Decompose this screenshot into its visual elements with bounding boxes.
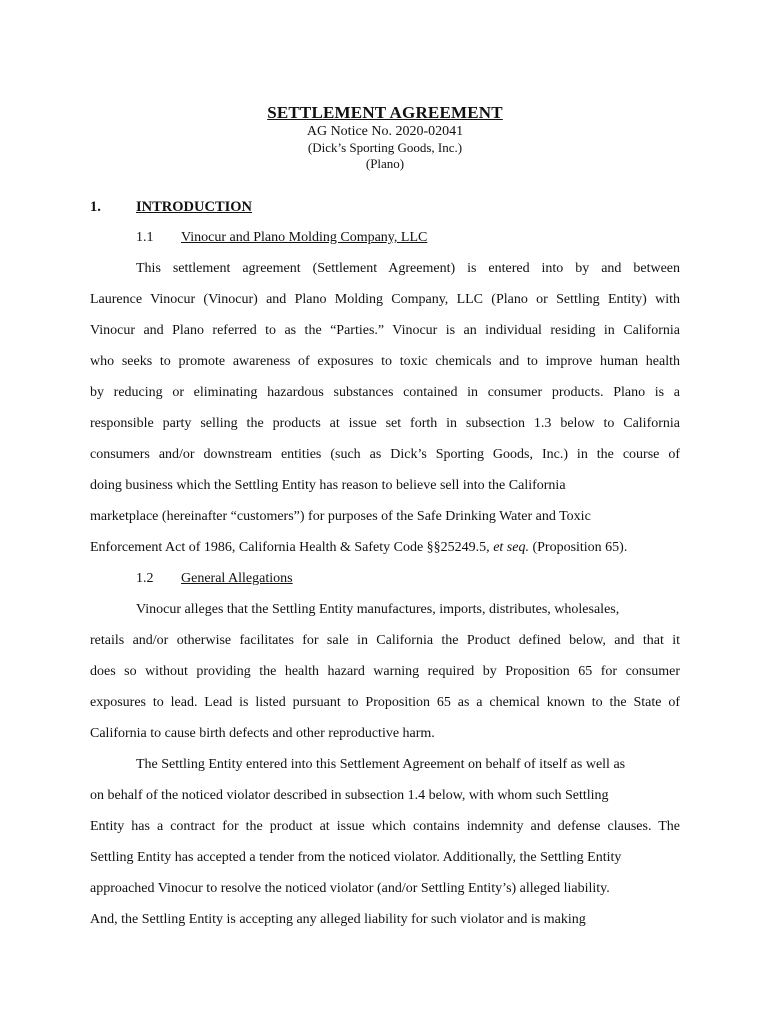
section-number: 1. bbox=[90, 199, 101, 215]
section-heading-introduction bbox=[90, 197, 252, 217]
paragraph-line: Vinocur and Plano referred to as the “Parties.” Vinocur is an individual residing in California bbox=[90, 323, 680, 338]
paragraph-line: who seeks to promote awareness of exposures to toxic chemicals and to improve human health bbox=[90, 354, 680, 369]
text-run: (Proposition 65). bbox=[528, 540, 628, 555]
subsection-title: Vinocur and Plano Molding Company, LLC bbox=[181, 230, 428, 245]
italic-citation: et seq. bbox=[493, 540, 529, 555]
paragraph-line: Settling Entity has accepted a tender from the noticed violator. Additionally, the Settling Entity bbox=[90, 850, 622, 865]
paragraph-line: retails and/or otherwise facilitates for sale in California the Product defined below, and that it bbox=[90, 633, 680, 648]
document-header bbox=[0, 103, 770, 172]
subsection-number: 1.1 bbox=[136, 230, 154, 245]
subsection-heading-1-2 bbox=[136, 569, 293, 589]
section-title: INTRODUCTION bbox=[136, 199, 253, 215]
paragraph-line: And, the Settling Entity is accepting any alleged liability for such violator and is making bbox=[90, 912, 586, 927]
paragraph-line: This settlement agreement (Settlement Agreement) is entered into by and between bbox=[136, 261, 680, 276]
paragraph-line: doing business which the Settling Entity has reason to believe sell into the California bbox=[90, 478, 566, 493]
paragraph-line: exposures to lead. Lead is listed pursuant to Proposition 65 as a chemical known to the State of bbox=[90, 695, 680, 710]
paragraph-line: Entity has a contract for the product at issue which contains indemnity and defense clauses. The bbox=[90, 819, 680, 834]
paragraph-line-last bbox=[90, 538, 680, 558]
paragraph-line: by reducing or eliminating hazardous substances contained in consumer products. Plano is a bbox=[90, 385, 680, 400]
paragraph-line: approached Vinocur to resolve the noticed violator (and/or Settling Entity’s) alleged liability. bbox=[90, 881, 610, 896]
text-run: Enforcement Act of 1986, California Health & Safety Code §§25249.5, bbox=[90, 540, 494, 555]
paragraph-line: Laurence Vinocur (Vinocur) and Plano Molding Company, LLC (Plano or Settling Entity) with bbox=[90, 292, 680, 307]
paragraph-line: California to cause birth defects and other reproductive harm. bbox=[90, 726, 435, 741]
subsection-heading-1-1 bbox=[136, 228, 427, 248]
paragraph-line: marketplace (hereinafter “customers”) for purposes of the Safe Drinking Water and Toxic bbox=[90, 509, 591, 524]
paragraph-line: The Settling Entity entered into this Settlement Agreement on behalf of itself as well as bbox=[136, 757, 626, 772]
paragraph-line: responsible party selling the products at issue set forth in subsection 1.3 below to California bbox=[90, 416, 680, 431]
ag-notice-number: AG Notice No. 2020-02041 bbox=[306, 124, 464, 139]
paragraph-line: consumers and/or downstream entities (such as Dick’s Sporting Goods, Inc.) in the course of bbox=[90, 447, 680, 462]
location-name: (Plano) bbox=[365, 156, 405, 171]
paragraph-line: does so without providing the health hazard warning required by Proposition 65 for consumer bbox=[90, 664, 680, 679]
subsection-number: 1.2 bbox=[136, 571, 154, 586]
subsection-title: General Allegations bbox=[181, 571, 293, 586]
paragraph-line: Vinocur alleges that the Settling Entity manufactures, imports, distributes, wholesales, bbox=[136, 602, 620, 617]
paragraph-line: on behalf of the noticed violator described in subsection 1.4 below, with whom such Settling bbox=[90, 788, 609, 803]
company-name: (Dick’s Sporting Goods, Inc.) bbox=[307, 140, 463, 155]
document-title: SETTLEMENT AGREEMENT bbox=[267, 103, 503, 122]
